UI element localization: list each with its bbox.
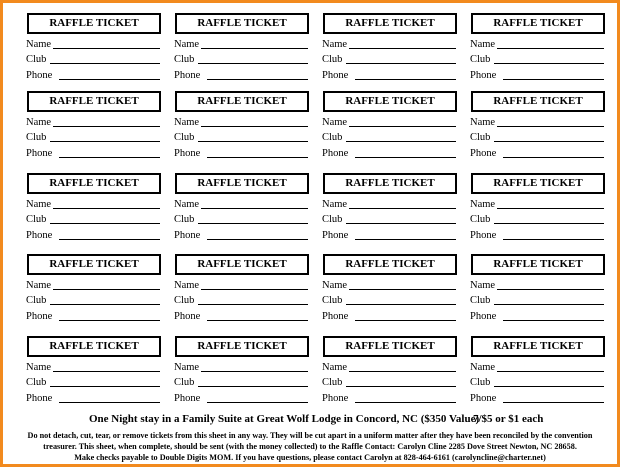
name-label: Name — [26, 199, 52, 210]
club-field — [322, 213, 456, 227]
name-field — [322, 198, 456, 212]
ticket-title: RAFFLE TICKET — [471, 336, 605, 357]
club-label: Club — [470, 132, 491, 143]
club-label: Club — [26, 132, 47, 143]
instructions-line-3: Make checks payable to Double Digits MOM. If you have questions, please contact Carolyn at 828-464-6161 (carolyncline@charter.net) — [74, 452, 546, 462]
phone-label: Phone — [174, 393, 201, 404]
phone-label: Phone — [26, 230, 53, 241]
phone-field — [174, 310, 308, 324]
name-field — [174, 361, 308, 375]
phone-label: Phone — [174, 70, 201, 81]
phone-field — [26, 310, 160, 324]
phone-line — [355, 402, 456, 403]
name-line — [53, 48, 160, 49]
club-line — [346, 386, 456, 387]
ticket-title: RAFFLE TICKET — [471, 254, 605, 275]
name-label: Name — [470, 199, 496, 210]
ticket-title: RAFFLE TICKET — [471, 13, 605, 34]
name-line — [53, 289, 160, 290]
phone-field — [174, 147, 308, 161]
phone-label: Phone — [174, 311, 201, 322]
name-label: Name — [470, 280, 496, 291]
club-line — [494, 63, 604, 64]
phone-line — [59, 320, 160, 321]
name-line — [349, 289, 456, 290]
ticket-title: RAFFLE TICKET — [175, 91, 309, 112]
phone-field — [322, 69, 456, 83]
name-line — [201, 371, 308, 372]
phone-label: Phone — [322, 393, 349, 404]
name-field — [470, 38, 604, 52]
club-label: Club — [174, 54, 195, 65]
ticket-title: RAFFLE TICKET — [471, 91, 605, 112]
phone-line — [59, 402, 160, 403]
name-field — [470, 279, 604, 293]
phone-line — [59, 157, 160, 158]
phone-field — [174, 229, 308, 243]
name-line — [201, 289, 308, 290]
name-line — [497, 208, 604, 209]
phone-line — [503, 402, 604, 403]
phone-line — [207, 320, 308, 321]
club-label: Club — [322, 377, 343, 388]
phone-line — [503, 320, 604, 321]
name-label: Name — [174, 280, 200, 291]
name-label: Name — [470, 39, 496, 50]
name-label: Name — [174, 199, 200, 210]
phone-line — [207, 79, 308, 80]
name-line — [349, 208, 456, 209]
name-line — [201, 208, 308, 209]
phone-field — [26, 147, 160, 161]
club-line — [198, 223, 308, 224]
club-label: Club — [322, 295, 343, 306]
name-field — [174, 198, 308, 212]
club-label: Club — [26, 214, 47, 225]
name-label: Name — [174, 117, 200, 128]
ticket-title: RAFFLE TICKET — [175, 254, 309, 275]
name-field — [174, 116, 308, 130]
name-line — [53, 208, 160, 209]
name-field — [322, 361, 456, 375]
club-line — [494, 304, 604, 305]
phone-field — [26, 392, 160, 406]
club-line — [198, 304, 308, 305]
club-field — [470, 376, 604, 390]
name-label: Name — [174, 39, 200, 50]
club-line — [198, 63, 308, 64]
club-line — [346, 141, 456, 142]
club-label: Club — [174, 295, 195, 306]
name-label: Name — [322, 199, 348, 210]
club-label: Club — [26, 54, 47, 65]
club-field — [322, 294, 456, 308]
phone-field — [174, 392, 308, 406]
instructions-line-2: treasurer. This sheet, when complete, should be sent (with the money collected) to the Raffle Contact: Carolyn Cline 2285 Dove Street Newton, NC 28658. — [43, 441, 577, 451]
name-line — [201, 48, 308, 49]
club-field — [174, 131, 308, 145]
club-field — [26, 53, 160, 67]
name-field — [26, 198, 160, 212]
name-field — [470, 361, 604, 375]
name-field — [322, 38, 456, 52]
club-label: Club — [470, 54, 491, 65]
phone-line — [503, 239, 604, 240]
club-field — [322, 53, 456, 67]
name-line — [201, 126, 308, 127]
club-field — [322, 376, 456, 390]
club-label: Club — [174, 132, 195, 143]
phone-line — [59, 239, 160, 240]
phone-label: Phone — [322, 70, 349, 81]
club-line — [50, 223, 160, 224]
phone-label: Phone — [322, 230, 349, 241]
club-label: Club — [322, 54, 343, 65]
ticket-title: RAFFLE TICKET — [323, 336, 457, 357]
ticket-title: RAFFLE TICKET — [323, 13, 457, 34]
name-field — [26, 361, 160, 375]
name-label: Name — [26, 117, 52, 128]
name-line — [349, 126, 456, 127]
name-label: Name — [26, 362, 52, 373]
phone-label: Phone — [470, 148, 497, 159]
phone-field — [26, 69, 160, 83]
ticket-price: 7/$5 or $1 each — [473, 413, 544, 425]
instructions-line-1: Do not detach, cut, tear, or remove tickets from this sheet in any way. They will be cut apart in a uniform matter after they have been reconciled by the convention — [27, 431, 593, 440]
ticket-title: RAFFLE TICKET — [323, 91, 457, 112]
club-field — [322, 131, 456, 145]
prize-description: One Night stay in a Family Suite at Great Wolf Lodge in Concord, NC ($350 Value) — [89, 413, 480, 425]
club-line — [346, 304, 456, 305]
club-label: Club — [174, 377, 195, 388]
phone-line — [503, 79, 604, 80]
club-field — [174, 294, 308, 308]
name-label: Name — [322, 117, 348, 128]
name-line — [497, 289, 604, 290]
name-field — [26, 38, 160, 52]
phone-line — [355, 157, 456, 158]
phone-field — [322, 229, 456, 243]
club-line — [346, 63, 456, 64]
phone-field — [470, 69, 604, 83]
phone-line — [503, 157, 604, 158]
name-line — [497, 48, 604, 49]
club-field — [174, 53, 308, 67]
ticket-title: RAFFLE TICKET — [27, 336, 161, 357]
ticket-title: RAFFLE TICKET — [27, 91, 161, 112]
phone-label: Phone — [174, 148, 201, 159]
phone-field — [322, 310, 456, 324]
club-line — [50, 141, 160, 142]
club-field — [470, 213, 604, 227]
name-line — [349, 371, 456, 372]
name-line — [349, 48, 456, 49]
name-field — [26, 116, 160, 130]
club-label: Club — [322, 214, 343, 225]
phone-label: Phone — [26, 148, 53, 159]
name-line — [53, 126, 160, 127]
phone-line — [355, 239, 456, 240]
phone-label: Phone — [470, 70, 497, 81]
name-field — [322, 116, 456, 130]
phone-line — [207, 402, 308, 403]
club-field — [470, 131, 604, 145]
name-label: Name — [322, 39, 348, 50]
phone-line — [59, 79, 160, 80]
phone-field — [322, 147, 456, 161]
phone-label: Phone — [470, 393, 497, 404]
name-field — [470, 198, 604, 212]
club-line — [50, 386, 160, 387]
ticket-title: RAFFLE TICKET — [323, 173, 457, 194]
phone-label: Phone — [26, 393, 53, 404]
name-label: Name — [26, 280, 52, 291]
club-label: Club — [26, 295, 47, 306]
club-line — [494, 386, 604, 387]
phone-label: Phone — [26, 311, 53, 322]
club-line — [494, 223, 604, 224]
phone-line — [207, 157, 308, 158]
club-field — [470, 53, 604, 67]
phone-label: Phone — [470, 230, 497, 241]
phone-line — [355, 79, 456, 80]
ticket-title: RAFFLE TICKET — [27, 173, 161, 194]
club-label: Club — [174, 214, 195, 225]
instructions — [7, 431, 613, 463]
club-line — [198, 386, 308, 387]
club-field — [26, 376, 160, 390]
name-field — [174, 279, 308, 293]
club-field — [470, 294, 604, 308]
club-line — [346, 223, 456, 224]
ticket-title: RAFFLE TICKET — [27, 254, 161, 275]
club-line — [494, 141, 604, 142]
ticket-title: RAFFLE TICKET — [175, 173, 309, 194]
phone-field — [322, 392, 456, 406]
club-field — [26, 213, 160, 227]
club-label: Club — [470, 377, 491, 388]
phone-field — [174, 69, 308, 83]
ticket-title: RAFFLE TICKET — [27, 13, 161, 34]
name-field — [322, 279, 456, 293]
club-label: Club — [322, 132, 343, 143]
club-line — [50, 304, 160, 305]
club-field — [174, 376, 308, 390]
ticket-title: RAFFLE TICKET — [323, 254, 457, 275]
club-line — [50, 63, 160, 64]
club-field — [26, 294, 160, 308]
name-label: Name — [470, 117, 496, 128]
club-label: Club — [470, 295, 491, 306]
phone-field — [26, 229, 160, 243]
phone-label: Phone — [322, 311, 349, 322]
ticket-title: RAFFLE TICKET — [175, 336, 309, 357]
club-line — [198, 141, 308, 142]
name-label: Name — [470, 362, 496, 373]
name-label: Name — [26, 39, 52, 50]
club-label: Club — [470, 214, 491, 225]
name-label: Name — [322, 280, 348, 291]
phone-line — [355, 320, 456, 321]
club-label: Club — [26, 377, 47, 388]
name-field — [174, 38, 308, 52]
phone-label: Phone — [26, 70, 53, 81]
phone-field — [470, 310, 604, 324]
club-field — [26, 131, 160, 145]
name-line — [497, 126, 604, 127]
phone-label: Phone — [174, 230, 201, 241]
phone-label: Phone — [322, 148, 349, 159]
name-line — [53, 371, 160, 372]
name-label: Name — [174, 362, 200, 373]
phone-label: Phone — [470, 311, 497, 322]
phone-field — [470, 392, 604, 406]
name-field — [26, 279, 160, 293]
phone-line — [207, 239, 308, 240]
name-field — [470, 116, 604, 130]
phone-field — [470, 229, 604, 243]
name-label: Name — [322, 362, 348, 373]
ticket-title: RAFFLE TICKET — [471, 173, 605, 194]
phone-field — [470, 147, 604, 161]
club-field — [174, 213, 308, 227]
name-line — [497, 371, 604, 372]
ticket-title: RAFFLE TICKET — [175, 13, 309, 34]
